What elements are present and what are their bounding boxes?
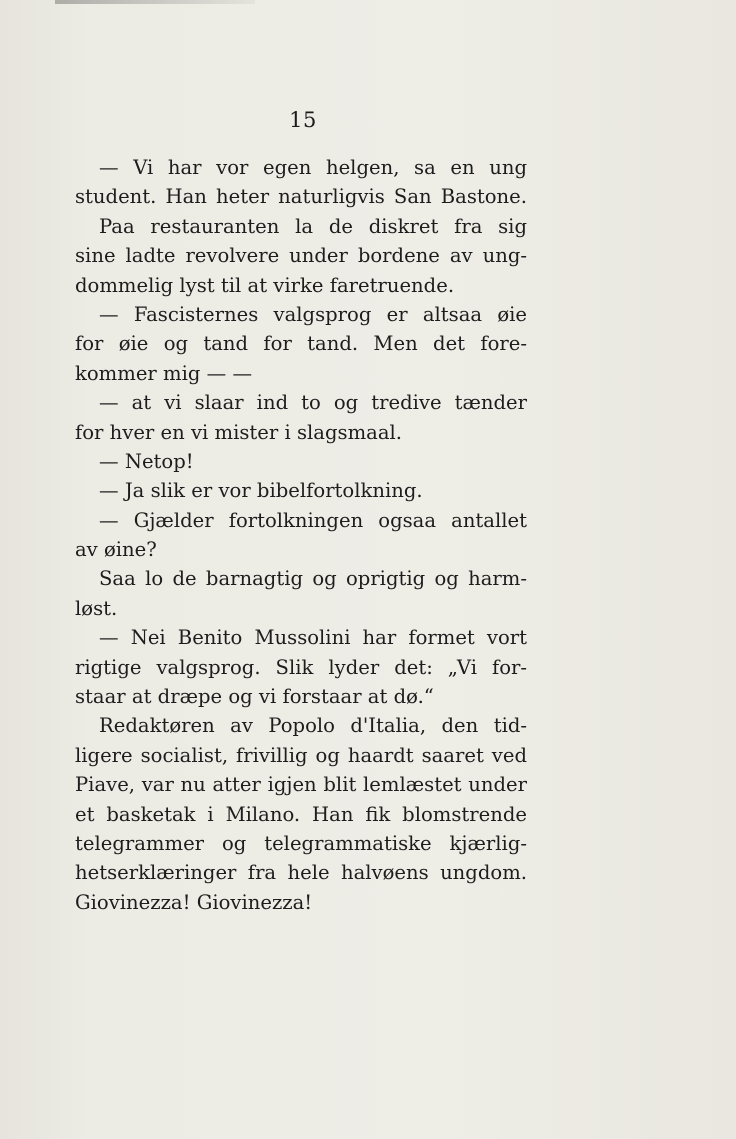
page-edge-shadow: [55, 0, 255, 4]
text-line: dommelig lyst til at virke faretruende.: [75, 273, 455, 297]
body-text: [75, 153, 527, 917]
text-line: — Vi har vor egen helgen, sa en ung: [99, 156, 527, 179]
text-line: for øie og tand for tand. Men det fore-: [75, 332, 527, 356]
text-line: student. Han heter naturligvis San Bastone.: [75, 185, 527, 209]
text-line: hetserklæringer fra hele halvøens ungdom.: [75, 861, 527, 885]
text-line: ligere socialist, frivillig og haardt saaret ved: [75, 743, 527, 767]
text-line: telegrammer og telegrammatiske kjærlig-: [75, 831, 527, 855]
text-line: av øine?: [75, 538, 157, 562]
text-line: — Fascisternes valgsprog er altsaa øie: [99, 302, 527, 326]
text-line: sine ladte revolvere under bordene av ung-: [75, 244, 527, 268]
text-line: kommer mig — —: [75, 361, 253, 385]
text-line: løst.: [75, 596, 118, 620]
text-line: for hver en vi mister i slagsmaal.: [75, 420, 403, 444]
text-line: — Gjælder fortolkningen ogsaa antallet: [99, 508, 527, 532]
text-line: — Netop!: [99, 449, 194, 473]
text-line: Giovinezza! Giovinezza!: [75, 890, 313, 914]
page-number: 15: [289, 108, 317, 132]
text-line: — Nei Benito Mussolini har formet vort: [99, 626, 527, 650]
text-line: Paa restauranten la de diskret fra sig: [99, 214, 527, 238]
text-line: rigtige valgsprog. Slik lyder det: „Vi for-: [75, 655, 527, 679]
text-line: — at vi slaar ind to og tredive tænder: [99, 391, 527, 415]
text-line: Redaktøren av Popolo d'Italia, den tid-: [99, 714, 527, 738]
text-line: staar at dræpe og vi forstaar at dø.“: [75, 685, 434, 709]
text-line: Piave, var nu atter igjen blit lemlæstet under: [75, 773, 527, 797]
text-line: et basketak i Milano. Han fik blomstrende: [75, 802, 527, 826]
text-line: Saa lo de barnagtig og oprigtig og harm-: [99, 567, 527, 591]
text-line: — Ja slik er vor bibelfortolkning.: [99, 479, 423, 503]
